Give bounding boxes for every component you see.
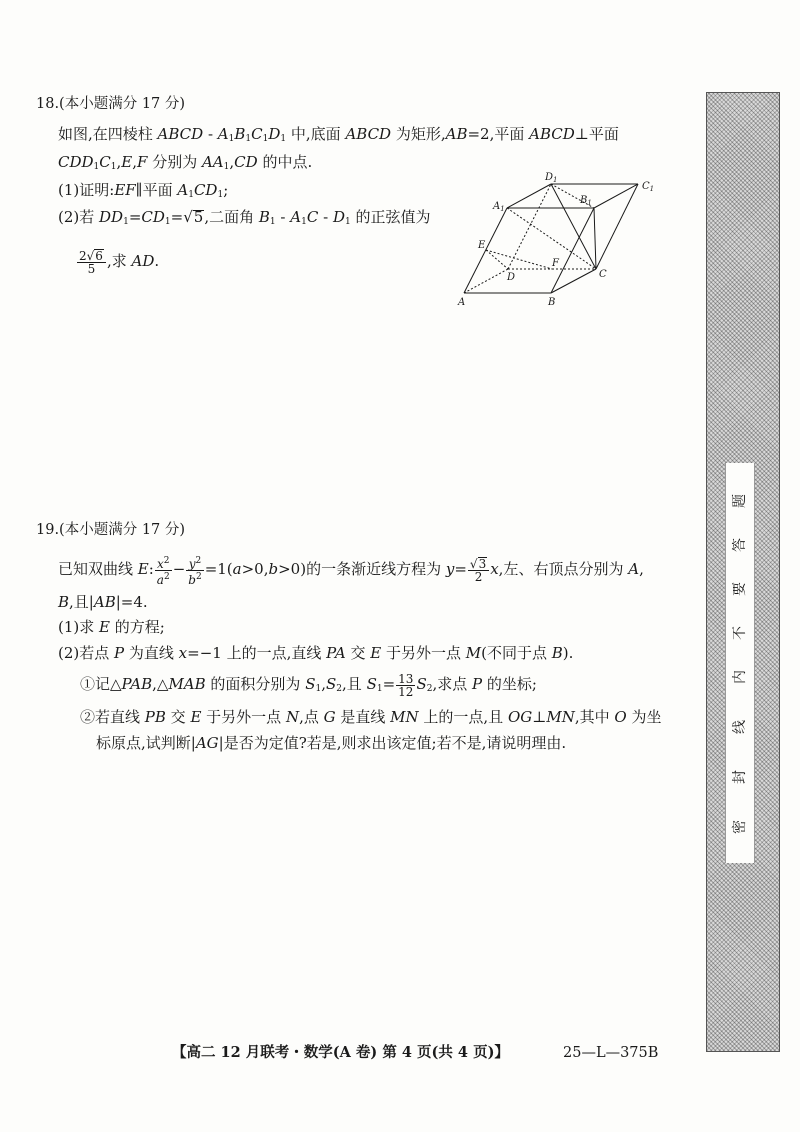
notice-char: 密 <box>732 820 748 834</box>
q19-subpart1: ①记△PAB,△MAB 的面积分别为 $S_1,S_2$,且 $S_1=$ $\frac{13}{12}$ $S_2$,求点 P 的坐标; <box>80 671 537 699</box>
exam-code: 25—L—375B <box>563 1045 659 1061</box>
page-footer: 【高二 12 月联考・数学(A 卷) 第 4 页(共 4 页)】 <box>172 1044 509 1061</box>
label-D: D <box>507 272 516 283</box>
q19-part1: (1)求 E 的方程; <box>58 618 165 636</box>
q19-part2: (2)若点 P 为直线 x=−1 上的一点,直线 PA 交 E 于另外一点 M(不同于点 B). <box>58 644 574 662</box>
q18-line2: $CDD_1C_1,E,F$ 分别为 $AA_1,CD$ 的中点. <box>58 153 313 172</box>
edge-BB1 <box>551 208 594 293</box>
label-C: C <box>599 269 607 280</box>
notice-char: 要 <box>732 582 748 596</box>
label-E: E <box>478 240 486 251</box>
binding-strip <box>706 92 780 1052</box>
q19-header: 19.(本小题满分 17 分) <box>36 522 186 538</box>
edge-CC1 <box>596 184 638 269</box>
label-A: A <box>458 297 466 308</box>
notice-char: 封 <box>732 770 748 784</box>
label-F: F <box>552 258 559 269</box>
segment-ED <box>486 250 508 269</box>
label-B1: $B_1$ <box>580 195 592 207</box>
edge-DD1 <box>508 184 551 269</box>
segment-EF <box>486 250 552 269</box>
q18-line1: 如图,在四棱柱 ABCD - $A_1B_1C_1D_1$ 中,底面 ABCD 为矩形,AB=2,平面 ABCD⊥平面 <box>58 125 619 144</box>
edge-B1C <box>594 208 596 269</box>
q18-header: 18.(本小题满分 17 分) <box>36 96 186 112</box>
edge-AA1 <box>464 208 507 293</box>
edge-C1B1 <box>594 184 638 208</box>
q19-line1: 已知双曲线 E: $\frac{x^2}{a^2}$ − $\frac{y^2}{b^2}$ =1(a>0,b>0)的一条渐近线方程为 y= $\frac{√3}{2}$ x,左、右顶点分别为 A, <box>58 555 644 587</box>
edge-BC <box>551 269 596 293</box>
area-ratio-fraction: $\frac{13}{12}$ <box>398 671 414 699</box>
sine-value-fraction: $\frac{2√6}{5}$ <box>77 249 106 275</box>
q19-subpart2: ②若直线 PB 交 E 于另外一点 N,点 G 是直线 MN 上的一点,且 OG⊥MN,其中 O 为坐 <box>80 708 662 726</box>
notice-char: 内 <box>732 670 748 684</box>
q18-part2-cont: $\frac{2√6}{5}$ ,求 AD. <box>79 249 160 276</box>
q18-part2: (2)若 $DD_1=CD_1=√5$,二面角 $B_1 - A_1C - D_1$ 的正弦值为 <box>58 208 431 227</box>
label-C1: $C_1$ <box>642 181 655 193</box>
prism-figure <box>450 165 670 315</box>
asymptote-slope-fraction: $\frac{√3}{2}$ <box>468 557 489 583</box>
binding-notice <box>725 463 755 863</box>
label-A1: $A_1$ <box>493 201 505 213</box>
notice-char: 不 <box>732 626 748 640</box>
label-B: B <box>548 297 556 308</box>
notice-char: 线 <box>732 720 748 734</box>
notice-char: 题 <box>732 494 748 508</box>
label-D1: $D_1$ <box>545 172 558 184</box>
notice-char: 答 <box>732 538 748 552</box>
q18-part1: (1)证明:EF∥平面 $A_1CD_1$; <box>58 181 229 200</box>
q19-subpart2-cont: 标原点,试判断|AG|是否为定值?若是,则求出该定值;若不是,请说明理由. <box>96 734 567 752</box>
q19-line2: B,且|AB|=4. <box>58 593 148 611</box>
